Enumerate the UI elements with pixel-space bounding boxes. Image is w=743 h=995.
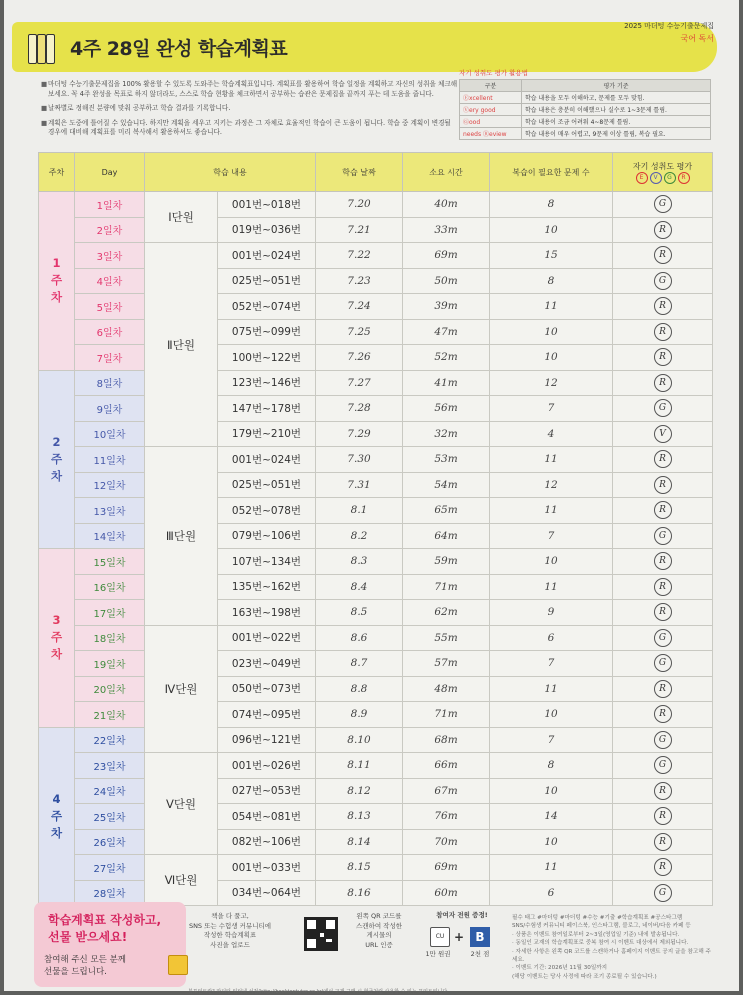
unit-label: Ⅴ단원 bbox=[145, 753, 218, 855]
table-row bbox=[39, 294, 713, 320]
problem-range[interactable]: 075번~099번 bbox=[218, 319, 316, 345]
study-date[interactable]: 8.9 bbox=[316, 702, 403, 728]
table-row bbox=[39, 651, 713, 677]
self-eval-grade: R bbox=[654, 221, 672, 239]
day-label: 7일차 bbox=[75, 345, 145, 371]
self-eval-grade: R bbox=[654, 323, 672, 341]
intro-paragraph: ■ 계획은 도중에 틀어질 수 있습니다. 하지만 계획을 세우고 지키는 과정은 그 자체로 효율적인 학습이 큰 도움이 됩니다. 학습 중 계획이 변경될 경우에 대비해 계획표를 미리 복사해서 활용하셔도 좋습니다. bbox=[41, 118, 451, 137]
unit-label: Ⅱ단원 bbox=[145, 243, 218, 447]
gift-icon bbox=[168, 955, 188, 975]
study-time[interactable]: 53m bbox=[403, 447, 490, 473]
legend-criteria: 학습 내용이 매우 어렵고, 9문제 이상 틀림, 복습 필요. bbox=[522, 128, 711, 140]
study-plan-page bbox=[4, 0, 739, 995]
problem-range[interactable]: 050번~073번 bbox=[218, 676, 316, 702]
problem-range[interactable]: 023번~049번 bbox=[218, 651, 316, 677]
self-eval-grade: R bbox=[654, 552, 672, 570]
day-label: 15일차 bbox=[75, 549, 145, 575]
study-time[interactable]: 55m bbox=[403, 625, 490, 651]
self-eval-grade: R bbox=[654, 807, 672, 825]
table-row bbox=[39, 268, 713, 294]
event-title-line: 선물 받으세요! bbox=[48, 930, 128, 944]
self-eval-grade: R bbox=[654, 501, 672, 519]
review-count[interactable]: 10 bbox=[490, 217, 613, 243]
books-icon bbox=[26, 30, 60, 66]
event-promo-box bbox=[34, 902, 186, 987]
self-eval-cell[interactable] bbox=[613, 574, 713, 600]
study-date[interactable]: 8.16 bbox=[316, 880, 403, 906]
problem-range[interactable]: 027번~053번 bbox=[218, 778, 316, 804]
self-eval-grade: G bbox=[654, 399, 672, 417]
self-eval-cell[interactable] bbox=[613, 651, 713, 677]
study-time[interactable]: 50m bbox=[403, 268, 490, 294]
day-label: 28일차 bbox=[75, 880, 145, 906]
event-subtitle bbox=[44, 954, 126, 978]
problem-range[interactable]: 179번~210번 bbox=[218, 421, 316, 447]
study-date[interactable]: 8.1 bbox=[316, 498, 403, 524]
day-label: 11일차 bbox=[75, 447, 145, 473]
legend-criteria: 학습 내용을 모두 이해하고, 문제를 모두 맞힘. bbox=[522, 92, 711, 104]
week-label: 2 주 차 bbox=[39, 370, 75, 549]
review-count[interactable]: 10 bbox=[490, 829, 613, 855]
day-label: 14일차 bbox=[75, 523, 145, 549]
review-count[interactable]: 6 bbox=[490, 880, 613, 906]
day-label: 27일차 bbox=[75, 855, 145, 881]
cu-voucher-icon: CU bbox=[430, 927, 450, 947]
legend-code: Ⓖood bbox=[460, 116, 522, 128]
header-date: 학습 날짜 bbox=[316, 153, 403, 192]
day-label: 13일차 bbox=[75, 498, 145, 524]
table-row bbox=[39, 498, 713, 524]
self-eval-cell[interactable] bbox=[613, 345, 713, 371]
review-count[interactable]: 7 bbox=[490, 523, 613, 549]
review-count[interactable]: 10 bbox=[490, 319, 613, 345]
excellent-mark-icon: E bbox=[636, 172, 648, 184]
table-row bbox=[39, 804, 713, 830]
header-content: 학습 내용 bbox=[145, 153, 316, 192]
day-label: 3일차 bbox=[75, 243, 145, 269]
book-point-label: 2천 점 bbox=[470, 950, 490, 958]
study-date[interactable]: 8.10 bbox=[316, 727, 403, 753]
problem-range[interactable]: 052번~074번 bbox=[218, 294, 316, 320]
study-date[interactable]: 8.4 bbox=[316, 574, 403, 600]
table-row bbox=[39, 549, 713, 575]
study-time[interactable]: 57m bbox=[403, 651, 490, 677]
table-row bbox=[39, 421, 713, 447]
study-date[interactable]: 8.11 bbox=[316, 753, 403, 779]
study-date[interactable]: 8.2 bbox=[316, 523, 403, 549]
study-date[interactable]: 7.25 bbox=[316, 319, 403, 345]
problem-range[interactable]: 001번~024번 bbox=[218, 243, 316, 269]
review-count[interactable]: 11 bbox=[490, 294, 613, 320]
header-self-eval bbox=[613, 153, 713, 192]
legend-header-criteria: 평가 기준 bbox=[522, 80, 711, 92]
self-eval-cell[interactable] bbox=[613, 217, 713, 243]
self-eval-grade: G bbox=[654, 731, 672, 749]
day-label: 9일차 bbox=[75, 396, 145, 422]
problem-range[interactable]: 052번~078번 bbox=[218, 498, 316, 524]
grade-legend bbox=[459, 68, 711, 140]
problem-range[interactable]: 025번~051번 bbox=[218, 472, 316, 498]
review-count[interactable]: 15 bbox=[490, 243, 613, 269]
intro-text bbox=[41, 80, 458, 143]
bullet-icon: ■ bbox=[41, 118, 48, 127]
review-count[interactable]: 12 bbox=[490, 370, 613, 396]
intro-paragraph: ■ 날짜별로 정해진 분량에 맞춰 공부하고 학습 결과를 기록합니다. bbox=[41, 104, 231, 113]
self-eval-grade: R bbox=[654, 578, 672, 596]
self-eval-grade: R bbox=[654, 297, 672, 315]
problem-range[interactable]: 096번~121번 bbox=[218, 727, 316, 753]
study-date[interactable]: 8.5 bbox=[316, 600, 403, 626]
table-body bbox=[39, 192, 713, 906]
review-mark-icon: R bbox=[678, 172, 690, 184]
bullet-icon: ■ bbox=[41, 104, 48, 113]
event-title-line: 학습계획표 작성하고, bbox=[48, 913, 162, 927]
study-time[interactable]: 62m bbox=[403, 600, 490, 626]
day-label: 26일차 bbox=[75, 829, 145, 855]
study-date[interactable]: 7.30 bbox=[316, 447, 403, 473]
book-point-icon: B bbox=[470, 927, 490, 947]
study-date[interactable]: 8.3 bbox=[316, 549, 403, 575]
review-count[interactable]: 7 bbox=[490, 727, 613, 753]
self-eval-cell[interactable] bbox=[613, 498, 713, 524]
self-eval-cell[interactable] bbox=[613, 243, 713, 269]
event-step-qr: 왼쪽 QR 코드를 스캔하여 작성한 게시물의 URL 인증 bbox=[355, 912, 403, 949]
study-time[interactable]: 47m bbox=[403, 319, 490, 345]
review-count[interactable]: 10 bbox=[490, 549, 613, 575]
header-day: Day bbox=[75, 153, 145, 192]
study-time[interactable]: 39m bbox=[403, 294, 490, 320]
problem-range[interactable]: 079번~106번 bbox=[218, 523, 316, 549]
legend-code: Ⓔxcellent bbox=[460, 92, 522, 104]
table-row bbox=[39, 523, 713, 549]
review-count[interactable]: 8 bbox=[490, 753, 613, 779]
study-time[interactable]: 60m bbox=[403, 880, 490, 906]
self-eval-grade: R bbox=[654, 705, 672, 723]
self-eval-grade: R bbox=[654, 348, 672, 366]
problem-range[interactable]: 001번~024번 bbox=[218, 447, 316, 473]
self-eval-cell[interactable] bbox=[613, 472, 713, 498]
table-row bbox=[39, 829, 713, 855]
self-eval-grade: G bbox=[654, 527, 672, 545]
problem-range[interactable]: 123번~146번 bbox=[218, 370, 316, 396]
study-date[interactable]: 7.29 bbox=[316, 421, 403, 447]
self-eval-cell[interactable] bbox=[613, 396, 713, 422]
problem-range[interactable]: 019번~036번 bbox=[218, 217, 316, 243]
study-date[interactable]: 7.22 bbox=[316, 243, 403, 269]
self-eval-grade: R bbox=[654, 858, 672, 876]
legend-code: needs Ⓡeview bbox=[460, 128, 522, 140]
day-label: 10일차 bbox=[75, 421, 145, 447]
table-header-row bbox=[39, 153, 713, 192]
review-count[interactable]: 9 bbox=[490, 600, 613, 626]
qr-code-icon[interactable] bbox=[304, 917, 338, 951]
self-eval-cell[interactable] bbox=[613, 829, 713, 855]
review-count[interactable]: 7 bbox=[490, 651, 613, 677]
review-count[interactable]: 10 bbox=[490, 778, 613, 804]
event-subtitle-line: 선물을 드립니다. bbox=[44, 967, 107, 977]
self-eval-grade: G bbox=[654, 756, 672, 774]
unit-label: Ⅲ단원 bbox=[145, 447, 218, 626]
legend-criteria: 학습 내용이 조금 어려워 4~8문제 틀림. bbox=[522, 116, 711, 128]
study-date[interactable]: 7.26 bbox=[316, 345, 403, 371]
event-footer bbox=[12, 902, 732, 995]
review-count[interactable]: 8 bbox=[490, 192, 613, 218]
problem-range[interactable]: 034번~064번 bbox=[218, 880, 316, 906]
header-self-eval-label: 자기 성취도 평가 bbox=[632, 161, 693, 171]
table-row bbox=[39, 727, 713, 753]
study-time[interactable]: 59m bbox=[403, 549, 490, 575]
table-row bbox=[39, 753, 713, 779]
day-label: 16일차 bbox=[75, 574, 145, 600]
table-row bbox=[39, 600, 713, 626]
study-date[interactable]: 8.14 bbox=[316, 829, 403, 855]
study-date[interactable]: 7.27 bbox=[316, 370, 403, 396]
self-eval-grade: R bbox=[654, 246, 672, 264]
self-eval-cell[interactable] bbox=[613, 855, 713, 881]
self-eval-grade: R bbox=[654, 833, 672, 851]
self-eval-cell[interactable] bbox=[613, 421, 713, 447]
review-count[interactable]: 4 bbox=[490, 421, 613, 447]
legend-header-grade: 구분 bbox=[460, 80, 522, 92]
table-row bbox=[39, 472, 713, 498]
study-date[interactable]: 8.7 bbox=[316, 651, 403, 677]
day-label: 25일차 bbox=[75, 804, 145, 830]
self-eval-grade: G bbox=[654, 629, 672, 647]
event-notes: 필수 태그 #마더텅 #마더텅 #수능 #기출 #학습계획표 #공스타그램 SNS/수험생 커뮤니티 페이스북, 인스타그램, 블로그, 네이버/다음 카페 등 · 상품은 이벤트 참여일로부터 2~3일(영업일 기준) 내에 발송됩니다. · 동일인 교재의 학습계획표로 중복 참여 시 이벤트 대상에서 제외됩니다. · 자세한 사항은 왼쪽 QR 코드를 스캔하거나 홈페이지 이벤트 공지 글을 참고해 주세요. · 이벤트 기간: 2026년 11월 30일까지 (해당 이벤트는 당사 사정에 따라 조기 종료될 수 있습니다.) bbox=[512, 915, 711, 980]
table-row bbox=[39, 345, 713, 371]
self-eval-cell[interactable] bbox=[613, 625, 713, 651]
table-row bbox=[39, 702, 713, 728]
self-eval-grade: R bbox=[654, 476, 672, 494]
day-label: 12일차 bbox=[75, 472, 145, 498]
day-label: 6일차 bbox=[75, 319, 145, 345]
self-eval-grade: R bbox=[654, 782, 672, 800]
self-eval-grade: R bbox=[654, 374, 672, 392]
self-eval-cell[interactable] bbox=[613, 370, 713, 396]
self-eval-cell[interactable] bbox=[613, 523, 713, 549]
page-title: 4주 28일 완성 학습계획표 bbox=[70, 38, 288, 60]
event-title bbox=[48, 912, 188, 946]
study-time[interactable]: 33m bbox=[403, 217, 490, 243]
self-eval-cell[interactable] bbox=[613, 447, 713, 473]
problem-range[interactable]: 100번~122번 bbox=[218, 345, 316, 371]
review-count[interactable]: 11 bbox=[490, 498, 613, 524]
table-row bbox=[39, 778, 713, 804]
review-count[interactable]: 11 bbox=[490, 676, 613, 702]
day-label: 5일차 bbox=[75, 294, 145, 320]
plus-icon: + bbox=[454, 930, 465, 944]
self-eval-cell[interactable] bbox=[613, 727, 713, 753]
cu-voucher-label: 1만 원권 bbox=[425, 950, 451, 958]
review-count[interactable]: 10 bbox=[490, 702, 613, 728]
problem-range[interactable]: 147번~178번 bbox=[218, 396, 316, 422]
self-eval-cell[interactable] bbox=[613, 778, 713, 804]
study-time[interactable]: 48m bbox=[403, 676, 490, 702]
review-count[interactable]: 11 bbox=[490, 447, 613, 473]
self-eval-cell[interactable] bbox=[613, 192, 713, 218]
study-time[interactable]: 69m bbox=[403, 243, 490, 269]
week-label: 4 주 차 bbox=[39, 727, 75, 906]
legend-table bbox=[459, 79, 711, 140]
day-label: 22일차 bbox=[75, 727, 145, 753]
subject-label: 국어 독서 bbox=[680, 34, 714, 43]
day-label: 4일차 bbox=[75, 268, 145, 294]
problem-range[interactable]: 001번~022번 bbox=[218, 625, 316, 651]
unit-label: Ⅵ단원 bbox=[145, 855, 218, 906]
day-label: 23일차 bbox=[75, 753, 145, 779]
self-eval-grade: R bbox=[654, 680, 672, 698]
study-time[interactable]: 52m bbox=[403, 345, 490, 371]
self-eval-grade: R bbox=[654, 603, 672, 621]
study-time[interactable]: 64m bbox=[403, 523, 490, 549]
review-count[interactable]: 14 bbox=[490, 804, 613, 830]
study-date[interactable]: 7.31 bbox=[316, 472, 403, 498]
problem-range[interactable]: 074번~095번 bbox=[218, 702, 316, 728]
study-date[interactable]: 8.6 bbox=[316, 625, 403, 651]
table-row bbox=[39, 243, 713, 269]
study-date[interactable]: 8.13 bbox=[316, 804, 403, 830]
problem-range[interactable]: 001번~033번 bbox=[218, 855, 316, 881]
table-row bbox=[39, 574, 713, 600]
study-time[interactable]: 32m bbox=[403, 421, 490, 447]
day-label: 2일차 bbox=[75, 217, 145, 243]
study-time[interactable]: 68m bbox=[403, 727, 490, 753]
study-plan-table bbox=[38, 152, 713, 906]
self-eval-grade: R bbox=[654, 450, 672, 468]
table-row bbox=[39, 676, 713, 702]
day-label: 17일차 bbox=[75, 600, 145, 626]
study-date[interactable]: 7.23 bbox=[316, 268, 403, 294]
study-time[interactable]: 54m bbox=[403, 472, 490, 498]
day-label: 20일차 bbox=[75, 676, 145, 702]
week-label: 1 주 차 bbox=[39, 192, 75, 371]
legend-code: Ⓥery good bbox=[460, 104, 522, 116]
study-time[interactable]: 66m bbox=[403, 753, 490, 779]
table-row bbox=[39, 855, 713, 881]
day-label: 1일차 bbox=[75, 192, 145, 218]
self-eval-cell[interactable] bbox=[613, 294, 713, 320]
good-mark-icon: G bbox=[664, 172, 676, 184]
table-row bbox=[39, 217, 713, 243]
self-eval-cell[interactable] bbox=[613, 753, 713, 779]
study-time[interactable]: 71m bbox=[403, 702, 490, 728]
self-eval-grade: V bbox=[654, 425, 672, 443]
problem-range[interactable]: 001번~018번 bbox=[218, 192, 316, 218]
study-time[interactable]: 41m bbox=[403, 370, 490, 396]
study-time[interactable]: 70m bbox=[403, 829, 490, 855]
review-count[interactable]: 8 bbox=[490, 268, 613, 294]
study-date[interactable]: 8.15 bbox=[316, 855, 403, 881]
problem-range[interactable]: 135번~162번 bbox=[218, 574, 316, 600]
study-time[interactable]: 56m bbox=[403, 396, 490, 422]
bullet-icon: ■ bbox=[41, 80, 48, 88]
problem-range[interactable]: 054번~081번 bbox=[218, 804, 316, 830]
table-row bbox=[39, 370, 713, 396]
header-review: 복습이 필요한 문제 수 bbox=[490, 153, 613, 192]
event-subtitle-line: 참여해 주신 모든 분께 bbox=[44, 955, 127, 965]
day-label: 18일차 bbox=[75, 625, 145, 651]
header-time: 소요 시간 bbox=[403, 153, 490, 192]
review-count[interactable]: 10 bbox=[490, 345, 613, 371]
self-eval-cell[interactable] bbox=[613, 268, 713, 294]
study-time[interactable]: 40m bbox=[403, 192, 490, 218]
study-date[interactable]: 7.21 bbox=[316, 217, 403, 243]
self-eval-marks bbox=[613, 172, 712, 184]
book-point-note: 북포인트란? 마더텅 인터넷 서점(http://booktoptutor.co.kr)에서 교재 구매 시 현금처럼 사용할 수 있는 포인트입니다. bbox=[188, 989, 449, 995]
self-eval-cell[interactable] bbox=[613, 676, 713, 702]
study-date[interactable]: 8.12 bbox=[316, 778, 403, 804]
study-time[interactable]: 76m bbox=[403, 804, 490, 830]
self-eval-cell[interactable] bbox=[613, 702, 713, 728]
study-date[interactable]: 8.8 bbox=[316, 676, 403, 702]
intro-paragraph: ■ 마더텅 수능기출문제집을 100% 활용할 수 있도록 도와주는 학습계획표입니다. 계획표를 활용하여 학습 일정을 계획하고 자신의 성취을 체크해 보세요. 꼭 4주 완성을 목표로 하지 않더라도, 스스로 학습 현황을 체크하면서 공부하는 습관은 문제집을 끝까지 푸는 데 도움을 줍니다. bbox=[41, 80, 458, 98]
problem-range[interactable]: 107번~134번 bbox=[218, 549, 316, 575]
study-time[interactable]: 69m bbox=[403, 855, 490, 881]
study-time[interactable]: 71m bbox=[403, 574, 490, 600]
review-count[interactable]: 6 bbox=[490, 625, 613, 651]
study-time[interactable]: 65m bbox=[403, 498, 490, 524]
self-eval-cell[interactable] bbox=[613, 549, 713, 575]
table-row bbox=[39, 625, 713, 651]
week-label: 3 주 차 bbox=[39, 549, 75, 728]
problem-range[interactable]: 163번~198번 bbox=[218, 600, 316, 626]
problem-range[interactable]: 001번~026번 bbox=[218, 753, 316, 779]
self-eval-cell[interactable] bbox=[613, 600, 713, 626]
event-step-reward: 참여자 전원 증정! bbox=[436, 911, 488, 919]
study-date[interactable]: 7.28 bbox=[316, 396, 403, 422]
review-count[interactable]: 11 bbox=[490, 855, 613, 881]
legend-criteria: 학습 내용은 충분히 이해했으나 실수로 1~3문제 틀림. bbox=[522, 104, 711, 116]
problem-range[interactable]: 025번~051번 bbox=[218, 268, 316, 294]
day-label: 24일차 bbox=[75, 778, 145, 804]
problem-range[interactable]: 082번~106번 bbox=[218, 829, 316, 855]
table-row bbox=[39, 192, 713, 218]
unit-label: Ⅳ단원 bbox=[145, 625, 218, 753]
self-eval-cell[interactable] bbox=[613, 319, 713, 345]
header-week: 주차 bbox=[39, 153, 75, 192]
day-label: 8일차 bbox=[75, 370, 145, 396]
self-eval-grade: G bbox=[654, 654, 672, 672]
day-label: 21일차 bbox=[75, 702, 145, 728]
self-eval-cell[interactable] bbox=[613, 804, 713, 830]
event-step-upload: 책을 다 풀고, SNS 또는 수험생 커뮤니티에 작성한 학습계획표 사진을 업로드 bbox=[188, 912, 272, 949]
legend-title: 자기 성취도 평가 활용법 bbox=[459, 69, 528, 77]
unit-label: Ⅰ단원 bbox=[145, 192, 218, 243]
table-row bbox=[39, 447, 713, 473]
review-count[interactable]: 12 bbox=[490, 472, 613, 498]
self-eval-grade: G bbox=[654, 195, 672, 213]
study-date[interactable]: 7.20 bbox=[316, 192, 403, 218]
table-row bbox=[39, 396, 713, 422]
study-date[interactable]: 7.24 bbox=[316, 294, 403, 320]
review-count[interactable]: 11 bbox=[490, 574, 613, 600]
study-time[interactable]: 67m bbox=[403, 778, 490, 804]
self-eval-grade: G bbox=[654, 884, 672, 902]
table-row bbox=[39, 319, 713, 345]
day-label: 19일차 bbox=[75, 651, 145, 677]
very-good-mark-icon: V bbox=[650, 172, 662, 184]
self-eval-grade: G bbox=[654, 272, 672, 290]
review-count[interactable]: 7 bbox=[490, 396, 613, 422]
brand-label: 2025 마더텅 수능기출문제집 bbox=[624, 22, 714, 30]
